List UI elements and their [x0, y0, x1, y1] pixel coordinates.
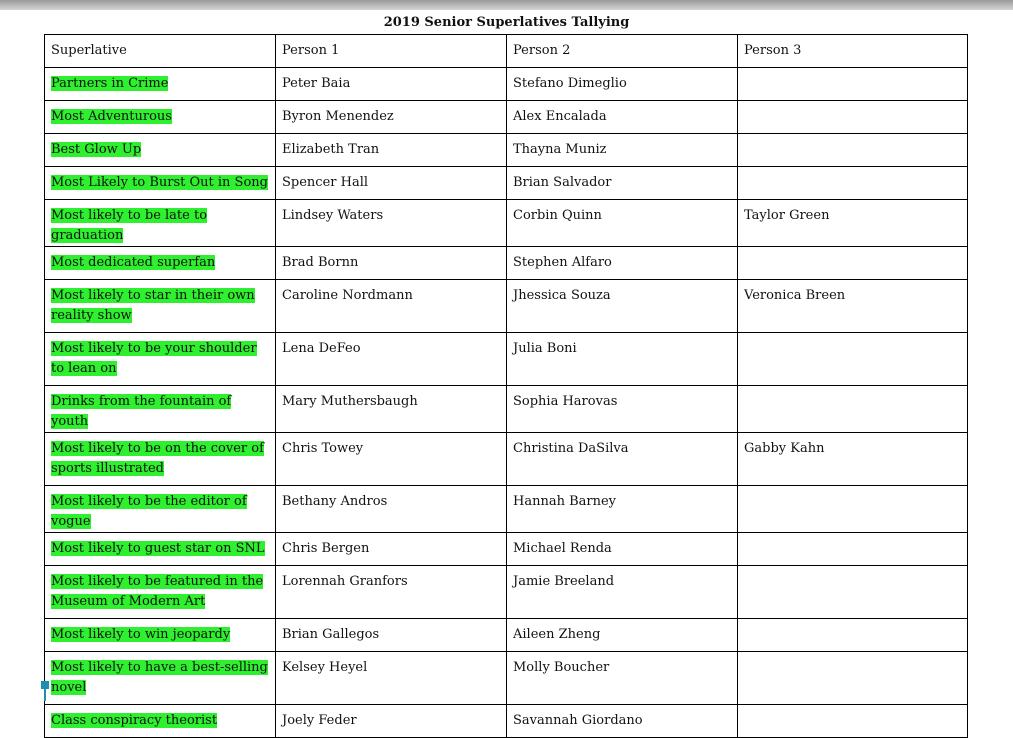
person-3-cell[interactable]	[738, 333, 968, 386]
highlighted-text: Most likely to be featured in the Museum of Modern Art	[51, 574, 264, 609]
header-person-3: Person 3	[738, 35, 968, 68]
superlative-cell[interactable]	[45, 280, 276, 333]
table-row	[45, 101, 968, 134]
superlative-cell[interactable]	[45, 652, 276, 705]
highlighted-text: Most likely to be your shoulder to lean on	[51, 341, 257, 376]
table-row	[45, 652, 968, 705]
person-2-cell[interactable]: Christina DaSilva	[507, 433, 738, 486]
table-row	[45, 333, 968, 386]
highlighted-text: Most likely to be the editor of vogue	[51, 494, 247, 529]
highlighted-text: Class conspiracy theorist	[51, 713, 218, 728]
table-row	[45, 705, 968, 738]
superlative-cell[interactable]	[45, 619, 276, 652]
person-2-cell[interactable]: Aileen Zheng	[507, 619, 738, 652]
superlative-cell[interactable]	[45, 486, 276, 533]
person-3-cell[interactable]	[738, 533, 968, 566]
person-2-cell[interactable]: Stephen Alfaro	[507, 247, 738, 280]
text-cursor	[44, 681, 46, 701]
person-2-cell[interactable]: Molly Boucher	[507, 652, 738, 705]
highlighted-text: Most likely to win jeopardy	[51, 627, 231, 642]
person-2-cell[interactable]: Corbin Quinn	[507, 200, 738, 247]
person-2-cell[interactable]: Julia Boni	[507, 333, 738, 386]
table-row	[45, 134, 968, 167]
highlighted-text: Most likely to guest star on SNL	[51, 541, 265, 556]
superlatives-table	[44, 34, 968, 738]
superlative-cell[interactable]	[45, 200, 276, 247]
highlighted-text: Most Adventurous	[51, 109, 172, 124]
table-row	[45, 386, 968, 433]
person-1-cell[interactable]: Chris Bergen	[276, 533, 507, 566]
person-1-cell[interactable]: Caroline Nordmann	[276, 280, 507, 333]
superlative-cell[interactable]	[45, 705, 276, 738]
person-2-cell[interactable]: Thayna Muniz	[507, 134, 738, 167]
table-row	[45, 566, 968, 619]
superlative-cell[interactable]	[45, 134, 276, 167]
highlighted-text: Best Glow Up	[51, 142, 142, 157]
table-row	[45, 433, 968, 486]
table-header-row	[45, 35, 968, 68]
superlative-cell[interactable]	[45, 101, 276, 134]
person-2-cell[interactable]: Hannah Barney	[507, 486, 738, 533]
superlative-cell[interactable]	[45, 433, 276, 486]
table-row	[45, 247, 968, 280]
person-3-cell[interactable]	[738, 167, 968, 200]
person-1-cell[interactable]: Elizabeth Tran	[276, 134, 507, 167]
highlighted-text: Partners in Crime	[51, 76, 169, 91]
person-3-cell[interactable]	[738, 705, 968, 738]
person-3-cell[interactable]	[738, 566, 968, 619]
highlighted-text: Drinks from the fountain of youth	[51, 394, 232, 429]
person-3-cell[interactable]	[738, 101, 968, 134]
table-row	[45, 619, 968, 652]
highlighted-text: Most dedicated superfan	[51, 255, 216, 270]
person-1-cell[interactable]: Mary Muthersbaugh	[276, 386, 507, 433]
superlative-cell[interactable]	[45, 68, 276, 101]
person-3-cell[interactable]	[738, 247, 968, 280]
superlative-cell[interactable]	[45, 333, 276, 386]
table-row	[45, 280, 968, 333]
person-2-cell[interactable]: Michael Renda	[507, 533, 738, 566]
highlighted-text: Most likely to be on the cover of sports illustrated	[51, 441, 264, 476]
superlative-cell[interactable]	[45, 533, 276, 566]
person-2-cell[interactable]: Jhessica Souza	[507, 280, 738, 333]
header-person-2: Person 2	[507, 35, 738, 68]
person-3-cell[interactable]: Gabby Kahn	[738, 433, 968, 486]
person-1-cell[interactable]: Lorennah Granfors	[276, 566, 507, 619]
person-2-cell[interactable]: Sophia Harovas	[507, 386, 738, 433]
superlative-cell[interactable]	[45, 247, 276, 280]
person-2-cell[interactable]: Stefano Dimeglio	[507, 68, 738, 101]
person-3-cell[interactable]	[738, 134, 968, 167]
table-row	[45, 533, 968, 566]
person-1-cell[interactable]: Brian Gallegos	[276, 619, 507, 652]
person-2-cell[interactable]: Brian Salvador	[507, 167, 738, 200]
superlative-cell[interactable]	[45, 386, 276, 433]
table-row	[45, 486, 968, 533]
person-1-cell[interactable]: Chris Towey	[276, 433, 507, 486]
table-row	[45, 200, 968, 247]
person-1-cell[interactable]: Brad Bornn	[276, 247, 507, 280]
person-3-cell[interactable]	[738, 386, 968, 433]
highlighted-text: Most Likely to Burst Out in Song	[51, 175, 268, 190]
person-3-cell[interactable]: Veronica Breen	[738, 280, 968, 333]
highlighted-text: Most likely to star in their own reality show	[51, 288, 255, 323]
table-row	[45, 167, 968, 200]
superlative-cell[interactable]	[45, 167, 276, 200]
person-1-cell[interactable]: Lindsey Waters	[276, 200, 507, 247]
person-3-cell[interactable]	[738, 68, 968, 101]
person-3-cell[interactable]	[738, 619, 968, 652]
header-person-1: Person 1	[276, 35, 507, 68]
person-1-cell[interactable]: Byron Menendez	[276, 101, 507, 134]
person-2-cell[interactable]: Jamie Breeland	[507, 566, 738, 619]
person-3-cell[interactable]: Taylor Green	[738, 200, 968, 247]
person-3-cell[interactable]	[738, 652, 968, 705]
table-row	[45, 68, 968, 101]
highlighted-text: Most likely to be late to graduation	[51, 208, 208, 243]
person-1-cell[interactable]: Kelsey Heyel	[276, 652, 507, 705]
person-1-cell[interactable]: Joely Feder	[276, 705, 507, 738]
person-3-cell[interactable]	[738, 486, 968, 533]
person-1-cell[interactable]: Lena DeFeo	[276, 333, 507, 386]
person-1-cell[interactable]: Peter Baia	[276, 68, 507, 101]
person-1-cell[interactable]: Bethany Andros	[276, 486, 507, 533]
superlative-cell[interactable]	[45, 566, 276, 619]
person-1-cell[interactable]: Spencer Hall	[276, 167, 507, 200]
person-2-cell[interactable]: Alex Encalada	[507, 101, 738, 134]
person-2-cell[interactable]: Savannah Giordano	[507, 705, 738, 738]
header-superlative: Superlative	[45, 35, 276, 68]
highlighted-text: Most likely to have a best-selling novel	[51, 660, 268, 695]
document-title: 2019 Senior Superlatives Tallying	[383, 15, 630, 30]
